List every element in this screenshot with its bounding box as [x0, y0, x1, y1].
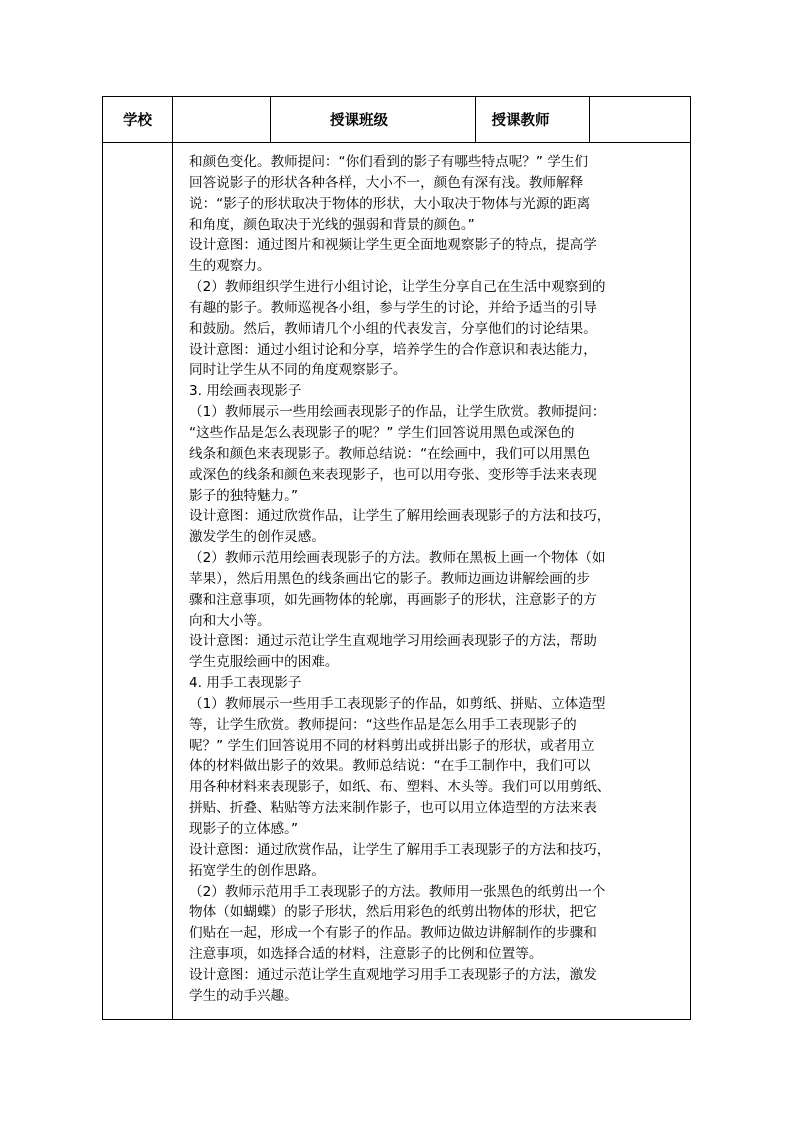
content-line: 苹果），然后用黑色的线条画出它的影子。教师边画边讲解绘画的步	[189, 570, 591, 587]
content-line: 有趣的影子。教师巡视各小组，参与学生的讨论，并给予适当的引导	[189, 299, 597, 316]
content-line: 设计意图：通过欣赏作品，让学生了解用绘画表现影子的方法和技巧，	[189, 508, 611, 525]
content-line: 设计意图：通过欣赏作品，让学生了解用手工表现影子的方法和技巧，	[189, 841, 611, 858]
content-line: 设计意图：通过示范让学生直观地学习用绘画表现影子的方法，帮助	[189, 633, 597, 650]
content-line: 设计意图：通过图片和视频让学生更全面地观察影子的特点，提高学	[189, 237, 597, 254]
content-line: 和角度，颜色取决于光线的强弱和背景的颜色。”	[189, 216, 475, 233]
content-line: 设计意图：通过小组讨论和分享，培养学生的合作意识和表达能力，	[189, 341, 597, 358]
content-line: 向和大小等。	[189, 612, 271, 629]
content-line: 说：“影子的形状取决于物体的形状，大小取决于物体与光源的距离	[189, 195, 591, 212]
content-line: 设计意图：通过示范让学生直观地学习用手工表现影子的方法，激发	[189, 966, 597, 983]
content-line: 和鼓励。然后，教师请几个小组的代表发言，分享他们的讨论结果。	[189, 320, 597, 337]
content-line: 注意事项，如选择合适的材料，注意影子的比例和位置等。	[189, 946, 543, 963]
content-line: 拓宽学生的创作思路。	[189, 862, 325, 879]
content-line: （2）教师示范用绘画表现影子的方法。教师在黑板上画一个物体（如	[189, 550, 606, 567]
lesson-plan-table	[102, 96, 691, 1020]
content-line: 生的观察力。	[189, 258, 271, 275]
content-line: 骤和注意事项，如先画物体的轮廓，再画影子的形状，注意影子的方	[189, 591, 597, 608]
content-line: 物体（如蝴蝶）的影子形状，然后用彩色的纸剪出物体的形状，把它	[189, 904, 597, 921]
content-line: 学生克服绘画中的困难。	[189, 654, 339, 671]
content-line: 用各种材料来表现影子，如纸、布、塑料、木头等。我们可以用剪纸、	[189, 779, 611, 796]
content-line: （1）教师展示一些用绘画表现影子的作品，让学生欣赏。教师提问：	[189, 404, 606, 421]
content-line: （1）教师展示一些用手工表现影子的作品，如剪纸、拼贴、立体造型	[189, 695, 606, 712]
school-value	[173, 97, 271, 142]
content-line: 影子的独特魅力。”	[189, 487, 298, 504]
table-header-row	[103, 97, 690, 143]
content-line: （2）教师示范用手工表现影子的方法。教师用一张黑色的纸剪出一个	[189, 883, 606, 900]
content-line: 体的材料做出影子的效果。教师总结说：“在手工制作中，我们可以	[189, 758, 591, 775]
content-line: 4. 用手工表现影子	[189, 675, 302, 692]
teacher-label: 授课教师	[476, 97, 590, 142]
content-line: 线条和颜色来表现影子。教师总结说：“在绘画中，我们可以用黑色	[189, 445, 591, 462]
content-line: 学生的动手兴趣。	[189, 987, 298, 1004]
content-line: （2）教师组织学生进行小组讨论，让学生分享自己在生活中观察到的	[189, 279, 606, 296]
content-line: “这些作品是怎么表现影子的呢？” 学生们回答说用黑色或深色的	[189, 424, 575, 441]
content-line: 呢？” 学生们回答说用不同的材料剪出或拼出影子的形状，或者用立	[189, 737, 595, 754]
content-line: 同时让学生从不同的角度观察影子。	[189, 362, 407, 379]
content-line: 或深色的线条和颜色来表现影子，也可以用夸张、变形等手法来表现	[189, 466, 597, 483]
left-label-column	[103, 143, 173, 1019]
school-label: 学校	[103, 97, 173, 142]
teacher-value	[590, 97, 690, 142]
class-label: 授课班级	[271, 97, 476, 142]
content-line: 激发学生的创作灵感。	[189, 529, 325, 546]
content-line: 回答说影子的形状各种各样，大小不一，颜色有深有浅。教师解释	[189, 174, 584, 191]
content-line: 拼贴、折叠、粘贴等方法来制作影子，也可以用立体造型的方法来表	[189, 800, 597, 817]
content-line: 3. 用绘画表现影子	[189, 383, 302, 400]
table-body-row	[103, 143, 690, 1019]
content-line: 和颜色变化。教师提问：“你们看到的影子有哪些特点呢？” 学生们	[189, 154, 589, 170]
content-line: 等，让学生欣赏。教师提问：“这些作品是怎么用手工表现影子的	[189, 716, 577, 733]
lesson-content	[189, 152, 681, 1007]
content-line: 现影子的立体感。”	[189, 821, 298, 837]
content-line: 们贴在一起，形成一个有影子的作品。教师边做边讲解制作的步骤和	[189, 925, 597, 942]
